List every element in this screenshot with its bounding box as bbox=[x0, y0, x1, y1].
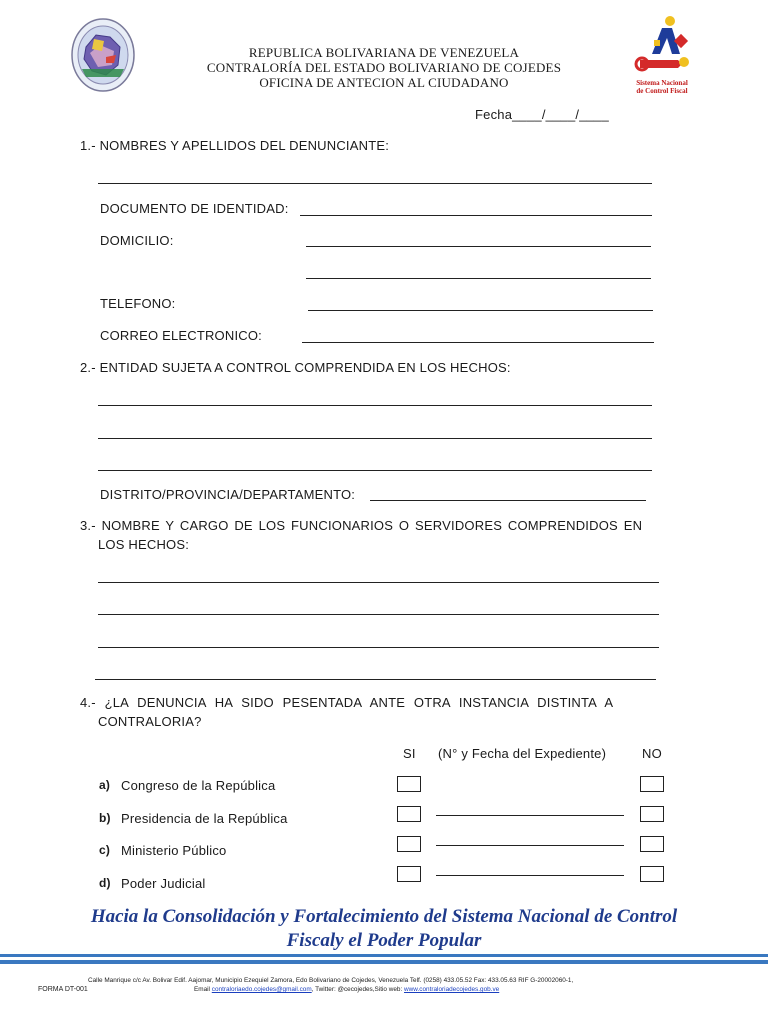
item-d-si-checkbox[interactable] bbox=[397, 866, 421, 882]
item-c-expediente-line[interactable] bbox=[436, 845, 624, 846]
item-a-letter: a) bbox=[99, 778, 111, 792]
distrito-line[interactable] bbox=[370, 500, 646, 501]
item-a-si-checkbox[interactable] bbox=[397, 776, 421, 792]
footer-email-label: Email bbox=[194, 986, 210, 993]
motto-line-1: Hacia la Consolidación y Fortalecimiento del Sistema Nacional de Control bbox=[90, 906, 678, 927]
col-expediente-header: (N° y Fecha del Expediente) bbox=[438, 746, 607, 761]
item-b-no-checkbox[interactable] bbox=[640, 806, 664, 822]
motto-line-2: Fiscaly el Poder Popular bbox=[286, 930, 482, 951]
funcionarios-line-2[interactable] bbox=[98, 614, 659, 615]
item-b-si-checkbox[interactable] bbox=[397, 806, 421, 822]
footer-twitter: , Twitter: @cecojedes,Sitio web: bbox=[311, 986, 405, 993]
item-d-letter: d) bbox=[99, 876, 111, 890]
domicilio-line-2[interactable] bbox=[306, 278, 651, 279]
funcionarios-line-1[interactable] bbox=[98, 582, 659, 583]
item-b-label: Presidencia de la República bbox=[121, 811, 288, 826]
domicilio-line-1[interactable] bbox=[306, 246, 651, 247]
section2-title: 2.- ENTIDAD SUJETA A CONTROL COMPRENDIDA EN LOS HECHOS: bbox=[80, 360, 511, 375]
correo-label: CORREO ELECTRONICO: bbox=[100, 328, 262, 343]
section4-title-2: CONTRALORIA? bbox=[98, 714, 202, 729]
footer-contact bbox=[194, 986, 499, 993]
section1-title: 1.- NOMBRES Y APELLIDOS DEL DENUNCIANTE: bbox=[80, 138, 390, 153]
form-code: FORMA DT-001 bbox=[38, 986, 88, 993]
section3-title-2: LOS HECHOS: bbox=[98, 537, 190, 552]
entidad-line-2[interactable] bbox=[98, 438, 652, 439]
entidad-line-1[interactable] bbox=[98, 405, 652, 406]
entidad-line-3[interactable] bbox=[98, 470, 652, 471]
correo-line[interactable] bbox=[302, 342, 654, 343]
item-a-no-checkbox[interactable] bbox=[640, 776, 664, 792]
item-d-no-checkbox[interactable] bbox=[640, 866, 664, 882]
header-line-2: CONTRALORÍA DEL ESTADO BOLIVARIANO DE COJEDES bbox=[206, 60, 562, 75]
documento-line[interactable] bbox=[300, 215, 652, 216]
footer-email-link[interactable]: contraloriaedo.cojedes@gmail.com bbox=[211, 986, 312, 993]
distrito-label: DISTRITO/PROVINCIA/DEPARTAMENTO: bbox=[100, 487, 356, 502]
funcionarios-line-3[interactable] bbox=[98, 647, 659, 648]
telefono-line[interactable] bbox=[308, 310, 653, 311]
header-line-1: REPUBLICA BOLIVARIANA DE VENEZUELA bbox=[248, 45, 520, 60]
item-b-expediente-line[interactable] bbox=[436, 815, 624, 816]
item-c-label: Ministerio Público bbox=[121, 843, 227, 858]
funcionarios-line-4[interactable] bbox=[95, 679, 656, 680]
item-d-label: Poder Judicial bbox=[121, 876, 206, 891]
item-d-expediente-line[interactable] bbox=[436, 875, 624, 876]
footer-address: Calle Manrique c/c Av. Bolivar Edif. Aajomar, Municipio Ezequiel Zamora, Edo Bolivariano de Cojedes, Venezuela Telf. (0258) 433.05.52 Fax: 433.05.63 RIF G-20002060-1, bbox=[88, 977, 574, 984]
domicilio-label: DOMICILIO: bbox=[100, 233, 174, 248]
section3-title-1: 3.- NOMBRE Y CARGO DE LOS FUNCIONARIOS O SERVIDORES COMPRENDIDOS EN bbox=[80, 518, 643, 533]
logo-text-1: Sistema Nacional bbox=[636, 79, 688, 87]
item-b-letter: b) bbox=[99, 811, 111, 825]
section4-title-1: 4.- ¿LA DENUNCIA HA SIDO PESENTADA ANTE OTRA INSTANCIA DISTINTA A bbox=[80, 695, 614, 710]
documento-label: DOCUMENTO DE IDENTIDAD: bbox=[100, 201, 289, 216]
item-c-si-checkbox[interactable] bbox=[397, 836, 421, 852]
item-a-label: Congreso de la República bbox=[121, 778, 276, 793]
item-c-no-checkbox[interactable] bbox=[640, 836, 664, 852]
fecha-field[interactable]: Fecha____/____/____ bbox=[475, 107, 609, 122]
footer-band-bottom bbox=[0, 960, 768, 964]
name-line[interactable] bbox=[98, 183, 652, 184]
footer-web-link[interactable]: www.contraloriadecojedes.gob.ve bbox=[404, 986, 500, 993]
col-no-header: NO bbox=[642, 746, 662, 761]
col-si-header: SI bbox=[403, 746, 416, 761]
telefono-label: TELEFONO: bbox=[100, 296, 176, 311]
logo-text-2: de Control Fiscal bbox=[636, 87, 688, 95]
item-c-letter: c) bbox=[99, 843, 111, 857]
footer-band-top bbox=[0, 954, 768, 957]
header-line-3: OFICINA DE ANTECION AL CIUDADANO bbox=[259, 75, 509, 90]
